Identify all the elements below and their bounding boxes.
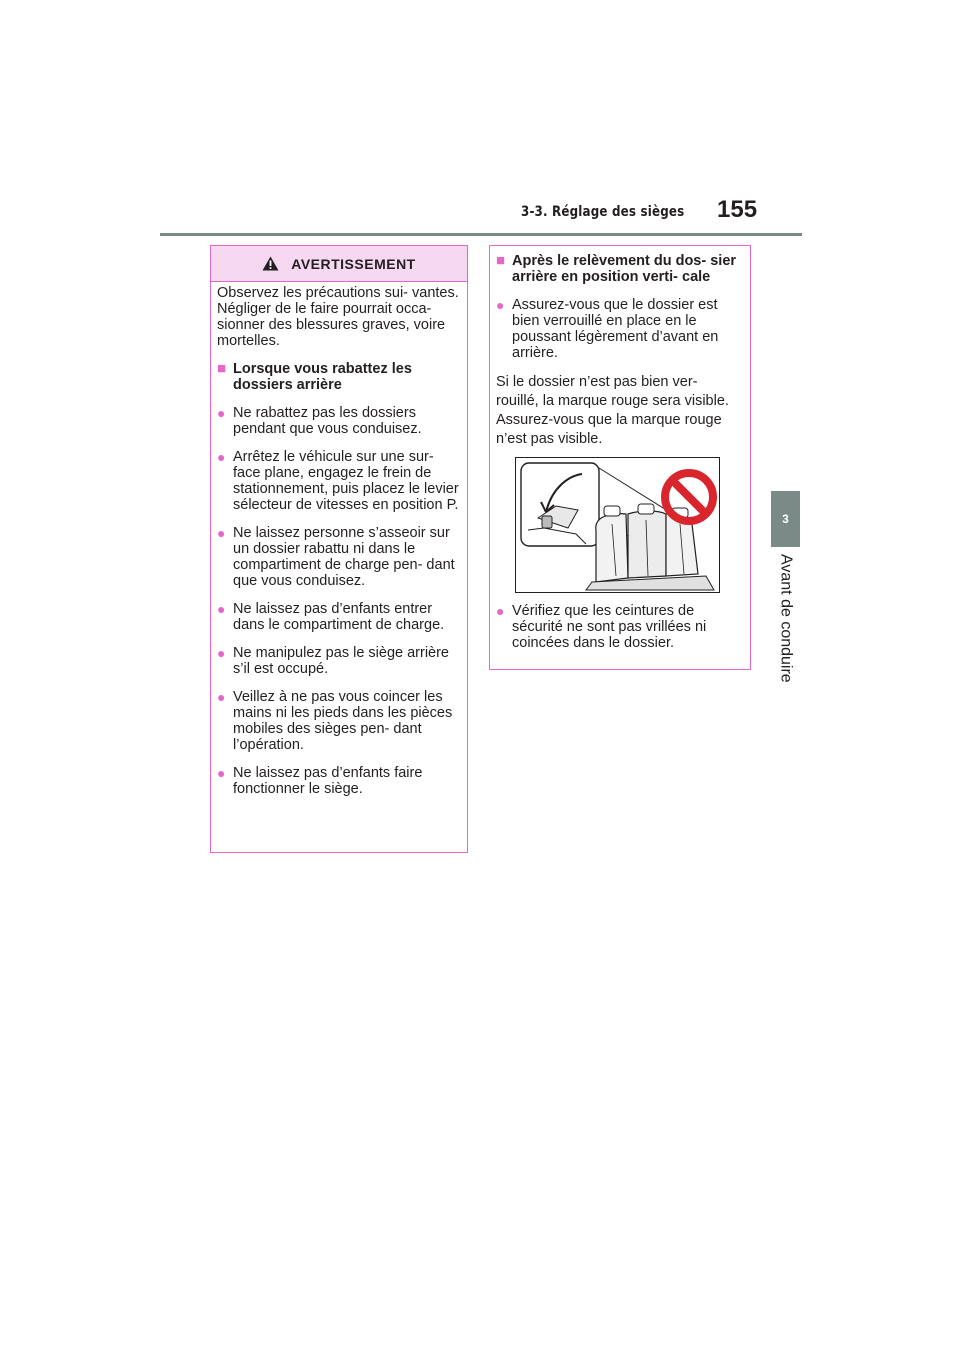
warning-bullet-text: Ne rabattez pas les dossiers pendant que vous conduisez. [233,405,422,437]
caution-bullet-text: Vérifiez que les ceintures de sécurité ne sont pas vrillées ni coincées dans le dossier. [512,603,707,651]
warning-subheading-text: Lorsque vous rabattez les dossiers arrière [233,361,412,393]
circle-bullet-icon: ● [217,765,226,781]
warning-bullet [217,525,461,589]
warning-triangle-icon [262,256,279,271]
warning-bullet [217,405,461,437]
warning-bullet-text: Arrêtez le véhicule sur une sur- face plane, engagez le frein de stationnement, puis placez le levier sélecteur de vitesses en position P. [233,449,459,513]
circle-bullet-icon: ● [496,297,505,313]
square-bullet-icon: ■ [496,252,506,269]
warning-bullet-text: Ne manipulez pas le siège arrière s’il est occupé. [233,645,449,677]
warning-bullet-text: Ne laissez pas d’enfants entrer dans le compartiment de charge. [233,601,445,633]
warning-bullet [217,645,461,677]
warning-intro-1: Observez les précautions sui- vantes. [217,285,459,301]
warning-subheading [217,361,461,393]
header-divider [160,233,802,236]
circle-bullet-icon: ● [217,645,226,661]
warning-title: AVERTISSEMENT [291,255,416,272]
caution-subheading-text: Après le relèvement du dos- sier arrière en position verti- cale [512,253,737,285]
warning-intro-2: Négliger de le faire pourrait occa- sionner des blessures graves, voire mortelles. [217,301,446,349]
square-bullet-icon: ■ [217,360,227,377]
caution-bullet-text: Assurez-vous que le dossier est bien verrouillé en place en le poussant légèrement d’avant en arrière. [512,297,719,361]
circle-bullet-icon: ● [217,689,226,705]
warning-bullet [217,765,461,797]
warning-bullet-text: Veillez à ne pas vous coincer les mains ni les pieds dans les pièces mobiles des sièges pen- dant l’opération. [233,689,453,753]
circle-bullet-icon: ● [217,601,226,617]
section-title: 3-3. Réglage des sièges [521,204,685,220]
warning-box [210,245,468,853]
caution-paragraph: Si le dossier n’est pas bien ver- rouillé, la marque rouge sera visible. Assurez-vous que la marque rouge n’est pas visible. [496,374,729,447]
warning-bullet [217,689,461,753]
caution-box [489,245,751,670]
page-number: 155 [717,196,758,223]
warning-bullet [217,601,461,633]
caution-bullet [496,603,744,651]
chapter-tab [771,491,800,547]
seat-lock-illustration [515,457,720,593]
circle-bullet-icon: ● [217,405,226,421]
circle-bullet-icon: ● [217,449,226,465]
caution-bullet [496,297,744,361]
circle-bullet-icon: ● [217,525,226,541]
warning-bullet-text: Ne laissez pas d’enfants faire fonctionner le siège. [233,765,423,797]
warning-bullet-text: Ne laissez personne s’asseoir sur un dossier rabattu ni dans le compartiment de charge pen- dant que vous conduisez. [233,525,455,589]
caution-subheading [496,253,744,285]
chapter-label [771,554,800,704]
warning-bullet [217,449,461,513]
rear-seat-illustration [516,458,719,592]
warning-body [211,282,467,797]
warning-header [211,246,467,282]
chapter-title: Avant de conduire [777,554,795,683]
chapter-number: 3 [782,512,789,526]
circle-bullet-icon: ● [496,603,505,619]
